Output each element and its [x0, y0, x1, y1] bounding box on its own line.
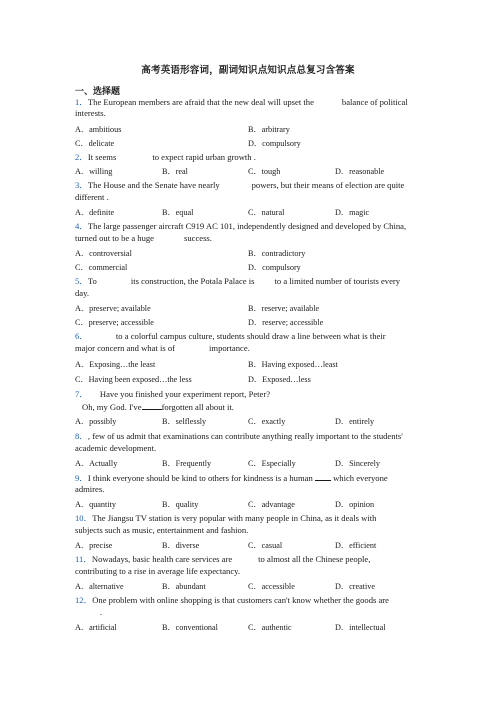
- question-text: forgotten all about it.: [161, 402, 234, 412]
- question-8-cont: academic development.: [75, 443, 157, 453]
- question-12: [75, 595, 425, 606]
- option-b[interactable]: B．conventional: [162, 623, 218, 632]
- option-c[interactable]: C．Having been exposed…the less: [75, 375, 192, 384]
- option-b[interactable]: B．quality: [162, 500, 199, 509]
- question-text: turned out to be a huge: [75, 233, 154, 243]
- option-b[interactable]: B．equal: [162, 208, 194, 217]
- option-a[interactable]: A．controversial: [75, 249, 132, 258]
- question-text: The European members are afraid that the new deal will upset the: [87, 97, 314, 107]
- question-text: to a colorful campus culture, students should draw a line between what is their: [115, 331, 386, 341]
- option-b[interactable]: B．Having exposed…least: [248, 360, 338, 369]
- option-d[interactable]: D．Sincerely: [335, 459, 381, 468]
- question-text: major concern and what is of: [75, 343, 175, 353]
- question-2: [75, 152, 425, 163]
- option-d[interactable]: D．compulsory: [248, 139, 301, 148]
- question-3: [75, 180, 425, 191]
- option-a[interactable]: A．ambitious: [75, 125, 122, 134]
- document-title: 高考英语形容词，副词知识点知识点总复习含答案: [141, 65, 355, 76]
- option-c[interactable]: C．preserve; accessible: [75, 318, 154, 327]
- question-text: It seems: [87, 152, 117, 162]
- question-10-cont: subjects such as music, entertainment and fashion.: [75, 525, 249, 535]
- question-text: The House and the Senate have nearly: [87, 180, 220, 190]
- question-text: Have you finished your experiment report, Peter?: [99, 389, 271, 399]
- question-6-cont: [75, 343, 425, 354]
- option-b[interactable]: B．Frequently: [162, 459, 212, 468]
- option-d[interactable]: D．reasonable: [335, 167, 385, 176]
- question-1: [75, 97, 425, 108]
- option-c[interactable]: C．exactly: [248, 417, 286, 426]
- option-b[interactable]: B．contradictory: [248, 249, 306, 258]
- option-b[interactable]: B．arbitrary: [248, 125, 290, 134]
- question-text: to almost all the Chinese people,: [258, 554, 371, 564]
- question-number: 7．: [75, 389, 88, 399]
- question-text: importance.: [209, 343, 250, 353]
- option-c[interactable]: C．accessible: [248, 582, 295, 591]
- question-12-cont: .: [100, 607, 103, 617]
- option-d[interactable]: D．compulsory: [248, 263, 301, 272]
- question-9: [75, 472, 425, 484]
- option-b[interactable]: B．real: [162, 167, 188, 176]
- question-text: which everyone: [333, 473, 388, 483]
- option-d[interactable]: D．magic: [335, 208, 370, 217]
- question-4-cont: [75, 233, 425, 244]
- question-text: Oh, my God. I've: [82, 402, 142, 412]
- question-number: 8．: [75, 431, 88, 441]
- option-d[interactable]: D．entirely: [335, 417, 375, 426]
- question-8: [75, 431, 425, 442]
- option-a[interactable]: A．preserve; available: [75, 304, 151, 313]
- section-heading: 一、选择题: [75, 87, 121, 97]
- question-7: [75, 389, 425, 400]
- option-c[interactable]: C．natural: [248, 208, 285, 217]
- question-text: its construction, the Potala Palace is: [130, 276, 255, 286]
- option-a[interactable]: A．willing: [75, 167, 113, 176]
- option-b[interactable]: B．reserve; available: [248, 304, 320, 313]
- option-a[interactable]: A．definite: [75, 208, 115, 217]
- option-d[interactable]: D．efficient: [335, 541, 377, 550]
- question-text: The large passenger aircraft C919 AC 101, independently designed and developed by China,: [87, 221, 407, 231]
- question-10: [75, 513, 425, 524]
- question-text: To: [87, 276, 97, 286]
- question-5-cont: day.: [75, 288, 89, 298]
- option-b[interactable]: B．abundant: [162, 582, 206, 591]
- question-number: 4．: [75, 221, 88, 231]
- question-text: to expect rapid urban growth .: [152, 152, 256, 162]
- option-a[interactable]: A．alternative: [75, 582, 124, 591]
- question-text: , few of us admit that examinations can contribute anything really important to the students': [87, 431, 403, 441]
- question-number: 9．: [75, 473, 88, 483]
- option-d[interactable]: D．opinion: [335, 500, 375, 509]
- question-number: 1．: [75, 97, 88, 107]
- question-5: [75, 276, 425, 287]
- option-d[interactable]: D．reserve; accessible: [248, 318, 324, 327]
- option-c[interactable]: C．advantage: [248, 500, 295, 509]
- question-text: powers, but their means of election are quite: [251, 180, 405, 190]
- option-a[interactable]: A．possibly: [75, 417, 117, 426]
- question-text: success.: [184, 233, 212, 243]
- question-3-cont: different .: [75, 192, 109, 202]
- option-d[interactable]: D．Exposed…less: [248, 375, 311, 384]
- option-b[interactable]: B．diverse: [162, 541, 200, 550]
- question-text: to a limited number of tourists every: [274, 276, 401, 286]
- option-b[interactable]: B．selflessly: [162, 417, 207, 426]
- option-a[interactable]: A．artificial: [75, 623, 117, 632]
- question-number: 3．: [75, 180, 88, 190]
- question-1-cont: interests.: [75, 108, 106, 118]
- option-c[interactable]: C．tough: [248, 167, 281, 176]
- question-number: 11．: [75, 554, 92, 564]
- option-a[interactable]: A．precise: [75, 541, 113, 550]
- question-11-cont: contributing to a rise in average life expectancy.: [75, 566, 241, 576]
- question-9-cont: admires.: [75, 484, 105, 494]
- question-6: [75, 331, 425, 342]
- question-4: [75, 221, 425, 232]
- question-number: 10．: [75, 513, 93, 523]
- option-a[interactable]: A．Exposing…the least: [75, 360, 156, 369]
- option-c[interactable]: C．casual: [248, 541, 283, 550]
- option-c[interactable]: C．authentic: [248, 623, 292, 632]
- question-number: 5．: [75, 276, 88, 286]
- question-text: The Jiangsu TV station is very popular with many people in China, as it deals with: [92, 513, 377, 523]
- option-d[interactable]: D．creative: [335, 582, 376, 591]
- question-7-cont: [82, 401, 432, 413]
- question-number: 6．: [75, 331, 88, 341]
- question-text: One problem with online shopping is that customers can't know whether the goods are: [92, 595, 389, 605]
- option-d[interactable]: D．intellectual: [335, 623, 386, 632]
- question-text: balance of political: [341, 97, 408, 107]
- question-number: 2．: [75, 152, 88, 162]
- option-c[interactable]: C．commercial: [75, 263, 128, 272]
- option-c[interactable]: C．delicate: [75, 139, 115, 148]
- question-text: I think everyone should be kind to others for kindness is a human: [87, 473, 313, 483]
- question-text: Nowadays, basic health care services are: [91, 554, 233, 564]
- option-a[interactable]: A．Actually: [75, 459, 118, 468]
- question-number: 12．: [75, 595, 93, 605]
- option-a[interactable]: A．quantity: [75, 500, 116, 509]
- option-c[interactable]: C．Especially: [248, 459, 296, 468]
- question-11: [75, 554, 425, 565]
